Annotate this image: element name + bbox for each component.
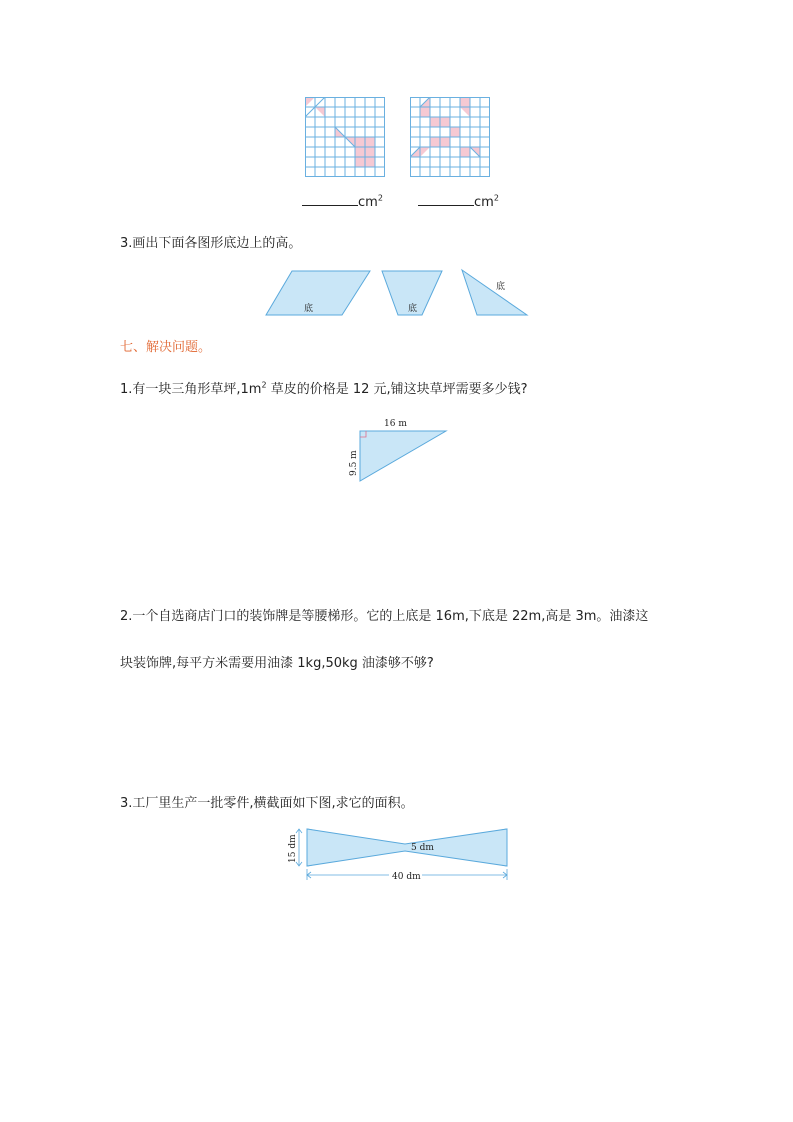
problem-2-line-1: 2.一个自选商店门口的装饰牌是等腰梯形。它的上底是 16m,下底是 22m,高是 3m。油漆这 (120, 609, 649, 624)
grid-figure-left (305, 97, 385, 177)
shapes-row (262, 266, 532, 322)
problem-1-superscript: 2 (261, 380, 267, 390)
unit-right: cm (474, 195, 494, 210)
grid-figure-right (410, 97, 490, 177)
problem-1-text (120, 382, 528, 398)
answer-blank-left (302, 193, 383, 211)
unit-right-superscript: 2 (493, 193, 499, 203)
problem-1-triangle (344, 414, 452, 486)
bowtie-width-label: 40 dm (392, 872, 421, 882)
problem-1-text-a: 1.有一块三角形草坪,1m (120, 382, 262, 397)
triangle-top-label: 16 m (384, 419, 407, 429)
unit-left: cm (358, 195, 378, 210)
triangle-side-label: 9.5 m (349, 450, 359, 476)
bowtie-middle-label: 5 dm (411, 843, 434, 853)
triangle-base-label: 底 (496, 282, 506, 292)
bowtie-figure (282, 823, 514, 883)
section-7-title: 七、解决问题。 (120, 340, 212, 355)
problem-2-line-2: 块装饰牌,每平方米需要用油漆 1kg,50kg 油漆够不够? (120, 656, 434, 671)
parallelogram-shape (266, 271, 370, 315)
bowtie-height-label: 15 dm (288, 834, 298, 863)
triangle-shape (462, 270, 527, 315)
trapezoid-base-label: 底 (408, 304, 418, 314)
parallelogram-base-label: 底 (304, 304, 314, 314)
problem-1-text-b: 草皮的价格是 12 元,铺这块草坪需要多少钱? (266, 382, 528, 397)
problem-3-text: 3.工厂里生产一批零件,横截面如下图,求它的面积。 (120, 796, 414, 811)
unit-left-superscript: 2 (377, 193, 383, 203)
answer-blank-right (418, 193, 499, 211)
question-3-text: 3.画出下面各图形底边上的高。 (120, 236, 302, 251)
